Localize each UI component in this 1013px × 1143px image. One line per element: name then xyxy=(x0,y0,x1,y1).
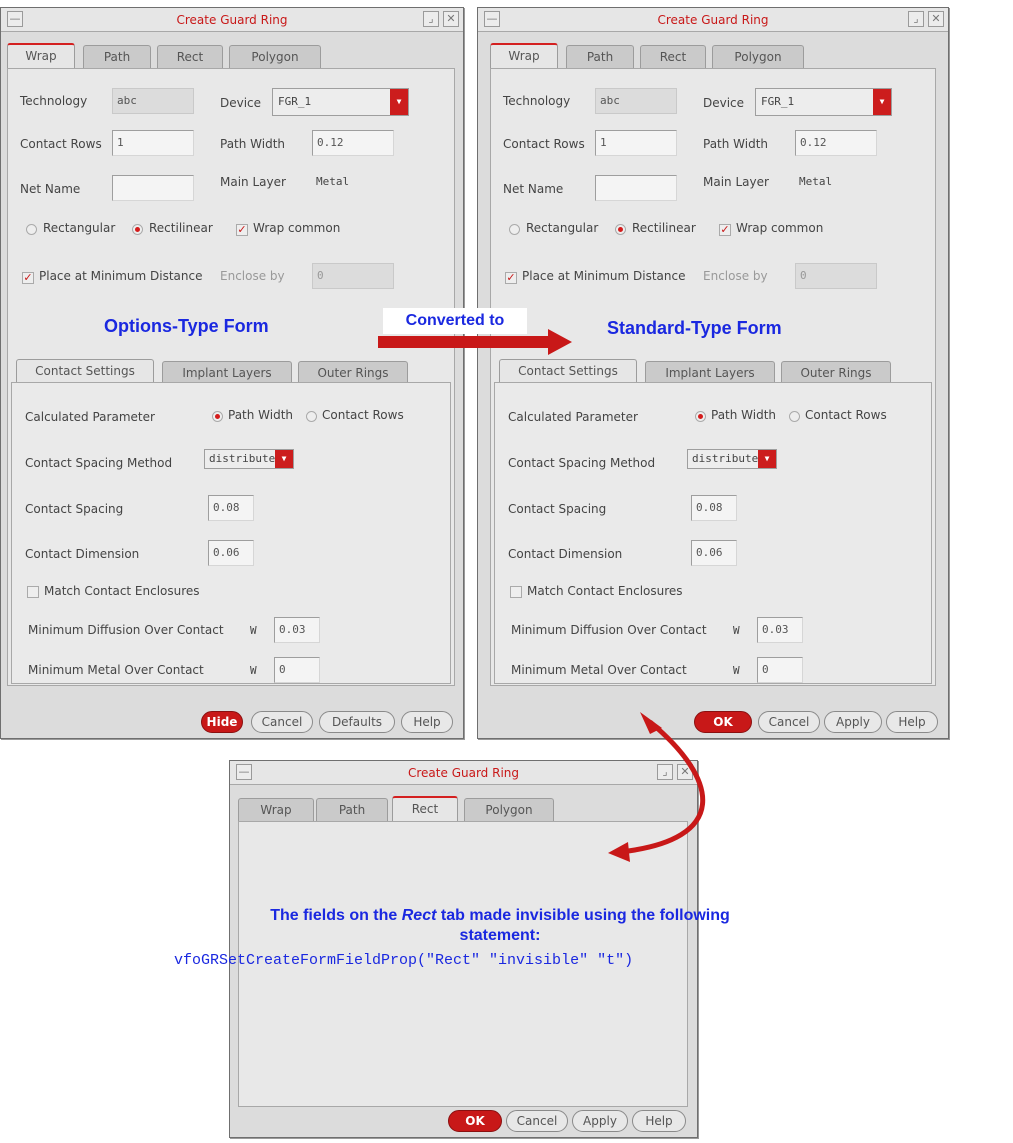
contact-settings-panel xyxy=(494,382,932,684)
min-diffusion-w: W xyxy=(733,624,740,637)
rectangular-radio[interactable] xyxy=(509,224,520,235)
annotation-post: tab made invisible using the following xyxy=(436,907,730,924)
window-menu-icon[interactable]: — xyxy=(484,11,500,27)
contact-spacing-field[interactable]: 0.08 xyxy=(208,495,254,521)
minimize-icon[interactable]: ⌟ xyxy=(908,11,924,27)
bottom-titlebar xyxy=(230,761,697,785)
subtab-contact-settings[interactable]: Contact Settings xyxy=(499,359,637,384)
min-metal-w: W xyxy=(733,664,740,677)
subtab-outer-rings[interactable]: Outer Rings xyxy=(298,361,408,384)
rectilinear-radio[interactable] xyxy=(132,224,143,235)
technology-label: Technology xyxy=(503,94,571,108)
net-name-field[interactable] xyxy=(112,175,194,201)
path-width-radio[interactable] xyxy=(695,411,706,422)
main-layer-label: Main Layer xyxy=(220,175,286,189)
window-title: Create Guard Ring xyxy=(408,766,519,780)
contact-rows-radio[interactable] xyxy=(789,411,800,422)
chevron-down-icon[interactable]: ▼ xyxy=(873,89,891,115)
min-diffusion-label: Minimum Diffusion Over Contact xyxy=(511,623,707,637)
help-button[interactable]: Help xyxy=(632,1110,686,1132)
min-diffusion-field[interactable]: 0.03 xyxy=(757,617,803,643)
tab-wrap[interactable]: Wrap xyxy=(238,798,314,821)
wrap-common-checkbox[interactable]: ✓ xyxy=(720,223,730,236)
tab-polygon[interactable]: Polygon xyxy=(229,45,321,68)
apply-button[interactable]: Apply xyxy=(824,711,882,733)
enclose-by-field: 0 xyxy=(312,263,394,289)
technology-field: abc xyxy=(595,88,677,114)
contact-rows-field[interactable]: 1 xyxy=(112,130,194,156)
chevron-down-icon[interactable]: ▼ xyxy=(390,89,408,115)
contact-rows-radio[interactable] xyxy=(306,411,317,422)
cancel-button[interactable]: Cancel xyxy=(758,711,820,733)
subtab-implant-layers[interactable]: Implant Layers xyxy=(162,361,292,384)
contact-rows-radio-label: Contact Rows xyxy=(322,408,404,422)
minimize-icon[interactable]: ⌟ xyxy=(423,11,439,27)
tab-wrap[interactable]: Wrap xyxy=(7,43,75,68)
path-width-label: Path Width xyxy=(220,137,286,151)
subtab-contact-settings[interactable]: Contact Settings xyxy=(16,359,154,384)
min-diffusion-field[interactable]: 0.03 xyxy=(274,617,320,643)
cancel-button[interactable]: Cancel xyxy=(506,1110,568,1132)
rectilinear-label: Rectilinear xyxy=(632,221,696,235)
ok-button[interactable]: OK xyxy=(694,711,752,733)
close-icon[interactable]: ✕ xyxy=(928,11,944,27)
net-name-label: Net Name xyxy=(20,182,81,196)
tab-rect[interactable]: Rect xyxy=(157,45,223,68)
tab-path[interactable]: Path xyxy=(566,45,634,68)
calc-param-label: Calculated Parameter xyxy=(508,410,638,424)
window-menu-icon[interactable]: — xyxy=(7,11,23,27)
technology-field: abc xyxy=(112,88,194,114)
left-titlebar xyxy=(1,8,463,32)
converted-to-label: Converted to xyxy=(383,308,527,334)
wrap-panel xyxy=(7,68,455,686)
contact-rows-field[interactable]: 1 xyxy=(595,130,677,156)
help-button[interactable]: Help xyxy=(886,711,938,733)
annotation-pre: The fields on the xyxy=(270,907,402,924)
spacing-method-select[interactable] xyxy=(687,449,777,469)
path-width-label: Path Width xyxy=(703,137,769,151)
enclose-by-field: 0 xyxy=(795,263,877,289)
main-layer-value: Metal xyxy=(316,175,350,188)
window-title: Create Guard Ring xyxy=(657,13,769,27)
contact-dimension-field[interactable]: 0.06 xyxy=(691,540,737,566)
rectilinear-label: Rectilinear xyxy=(149,221,213,235)
min-metal-field[interactable]: 0 xyxy=(274,657,320,683)
device-select[interactable] xyxy=(755,88,892,116)
wrap-panel xyxy=(490,68,936,686)
rectangular-label: Rectangular xyxy=(526,221,599,235)
device-label: Device xyxy=(703,96,745,110)
help-button[interactable]: Help xyxy=(401,711,453,733)
apply-button[interactable]: Apply xyxy=(572,1110,628,1132)
rectangular-label: Rectangular xyxy=(43,221,116,235)
right-titlebar xyxy=(478,8,948,32)
close-icon[interactable]: ✕ xyxy=(443,11,459,27)
spacing-method-value: distribute xyxy=(692,452,759,465)
match-enclosures-checkbox[interactable] xyxy=(27,586,39,598)
contact-dimension-label: Contact Dimension xyxy=(508,547,623,561)
wrap-common-label: Wrap common xyxy=(736,221,824,235)
chevron-down-icon[interactable]: ▼ xyxy=(275,450,293,468)
tab-polygon[interactable]: Polygon xyxy=(712,45,804,68)
ok-button[interactable]: OK xyxy=(448,1110,502,1132)
device-select[interactable] xyxy=(272,88,409,116)
tab-rect[interactable]: Rect xyxy=(392,796,458,821)
wrap-common-label: Wrap common xyxy=(253,221,341,235)
spacing-method-label: Contact Spacing Method xyxy=(508,456,656,470)
minimize-icon[interactable]: ⌟ xyxy=(657,764,673,780)
path-width-radio[interactable] xyxy=(212,411,223,422)
annotation-code: vfoGRSetCreateFormFieldProp("Rect" "invisible" "t") xyxy=(174,952,634,969)
subtab-outer-rings[interactable]: Outer Rings xyxy=(781,361,891,384)
min-metal-label: Minimum Metal Over Contact xyxy=(28,663,204,677)
match-enclosures-label: Match Contact Enclosures xyxy=(527,584,683,598)
contact-dimension-label: Contact Dimension xyxy=(25,547,140,561)
device-value: FGR_1 xyxy=(278,95,312,108)
contact-spacing-label: Contact Spacing xyxy=(25,502,124,516)
tab-path[interactable]: Path xyxy=(83,45,151,68)
min-metal-label: Minimum Metal Over Contact xyxy=(511,663,687,677)
contact-spacing-label: Contact Spacing xyxy=(508,502,607,516)
contact-rows-label: Contact Rows xyxy=(20,137,102,151)
path-width-radio-label: Path Width xyxy=(711,408,777,422)
min-metal-field[interactable]: 0 xyxy=(757,657,803,683)
close-icon[interactable]: ✕ xyxy=(677,764,693,780)
annotation-italic: Rect xyxy=(401,907,437,924)
tab-wrap[interactable]: Wrap xyxy=(490,43,558,68)
enclose-by-label: Enclose by xyxy=(220,269,285,283)
rectangular-radio[interactable] xyxy=(26,224,37,235)
device-label: Device xyxy=(220,96,262,110)
min-diffusion-label: Minimum Diffusion Over Contact xyxy=(28,623,224,637)
spacing-method-value: distribute xyxy=(209,452,276,465)
cancel-button[interactable]: Cancel xyxy=(251,711,313,733)
place-min-checkbox[interactable]: ✓ xyxy=(506,271,516,284)
main-layer-label: Main Layer xyxy=(703,175,769,189)
wrap-common-checkbox[interactable]: ✓ xyxy=(237,223,247,236)
subtab-implant-layers[interactable]: Implant Layers xyxy=(645,361,775,384)
technology-label: Technology xyxy=(20,94,88,108)
defaults-button[interactable]: Defaults xyxy=(319,711,395,733)
hide-button[interactable]: Hide xyxy=(201,711,243,733)
device-value: FGR_1 xyxy=(761,95,795,108)
path-width-radio-label: Path Width xyxy=(228,408,294,422)
window-menu-icon[interactable]: — xyxy=(236,764,252,780)
match-enclosures-checkbox[interactable] xyxy=(510,586,522,598)
place-min-checkbox[interactable]: ✓ xyxy=(23,271,33,284)
standard-type-heading: Standard-Type Form xyxy=(607,318,782,338)
contact-rows-label: Contact Rows xyxy=(503,137,585,151)
place-min-label: Place at Minimum Distance xyxy=(522,269,686,283)
annotation-text xyxy=(150,906,850,946)
min-metal-w: W xyxy=(250,664,257,677)
annotation-line2: statement: xyxy=(459,927,541,944)
tab-path[interactable]: Path xyxy=(316,798,388,821)
enclose-by-label: Enclose by xyxy=(703,269,768,283)
rectilinear-radio[interactable] xyxy=(615,224,626,235)
window-title: Create Guard Ring xyxy=(176,13,288,27)
contact-settings-panel xyxy=(11,382,451,684)
net-name-label: Net Name xyxy=(503,182,564,196)
contact-rows-radio-label: Contact Rows xyxy=(805,408,887,422)
right-dialog xyxy=(477,7,949,739)
calc-param-label: Calculated Parameter xyxy=(25,410,155,424)
net-name-field[interactable] xyxy=(595,175,677,201)
options-type-heading: Options-Type Form xyxy=(104,316,269,336)
path-width-field[interactable]: 0.12 xyxy=(795,130,877,156)
place-min-label: Place at Minimum Distance xyxy=(39,269,203,283)
bottom-dialog xyxy=(229,760,698,1138)
tab-polygon[interactable]: Polygon xyxy=(464,798,554,821)
match-enclosures-label: Match Contact Enclosures xyxy=(44,584,200,598)
left-dialog xyxy=(0,7,464,739)
path-width-field[interactable]: 0.12 xyxy=(312,130,394,156)
contact-spacing-field[interactable]: 0.08 xyxy=(691,495,737,521)
spacing-method-select[interactable] xyxy=(204,449,294,469)
chevron-down-icon[interactable]: ▼ xyxy=(758,450,776,468)
spacing-method-label: Contact Spacing Method xyxy=(25,456,173,470)
min-diffusion-w: W xyxy=(250,624,257,637)
main-layer-value: Metal xyxy=(799,175,833,188)
tab-rect[interactable]: Rect xyxy=(640,45,706,68)
contact-dimension-field[interactable]: 0.06 xyxy=(208,540,254,566)
